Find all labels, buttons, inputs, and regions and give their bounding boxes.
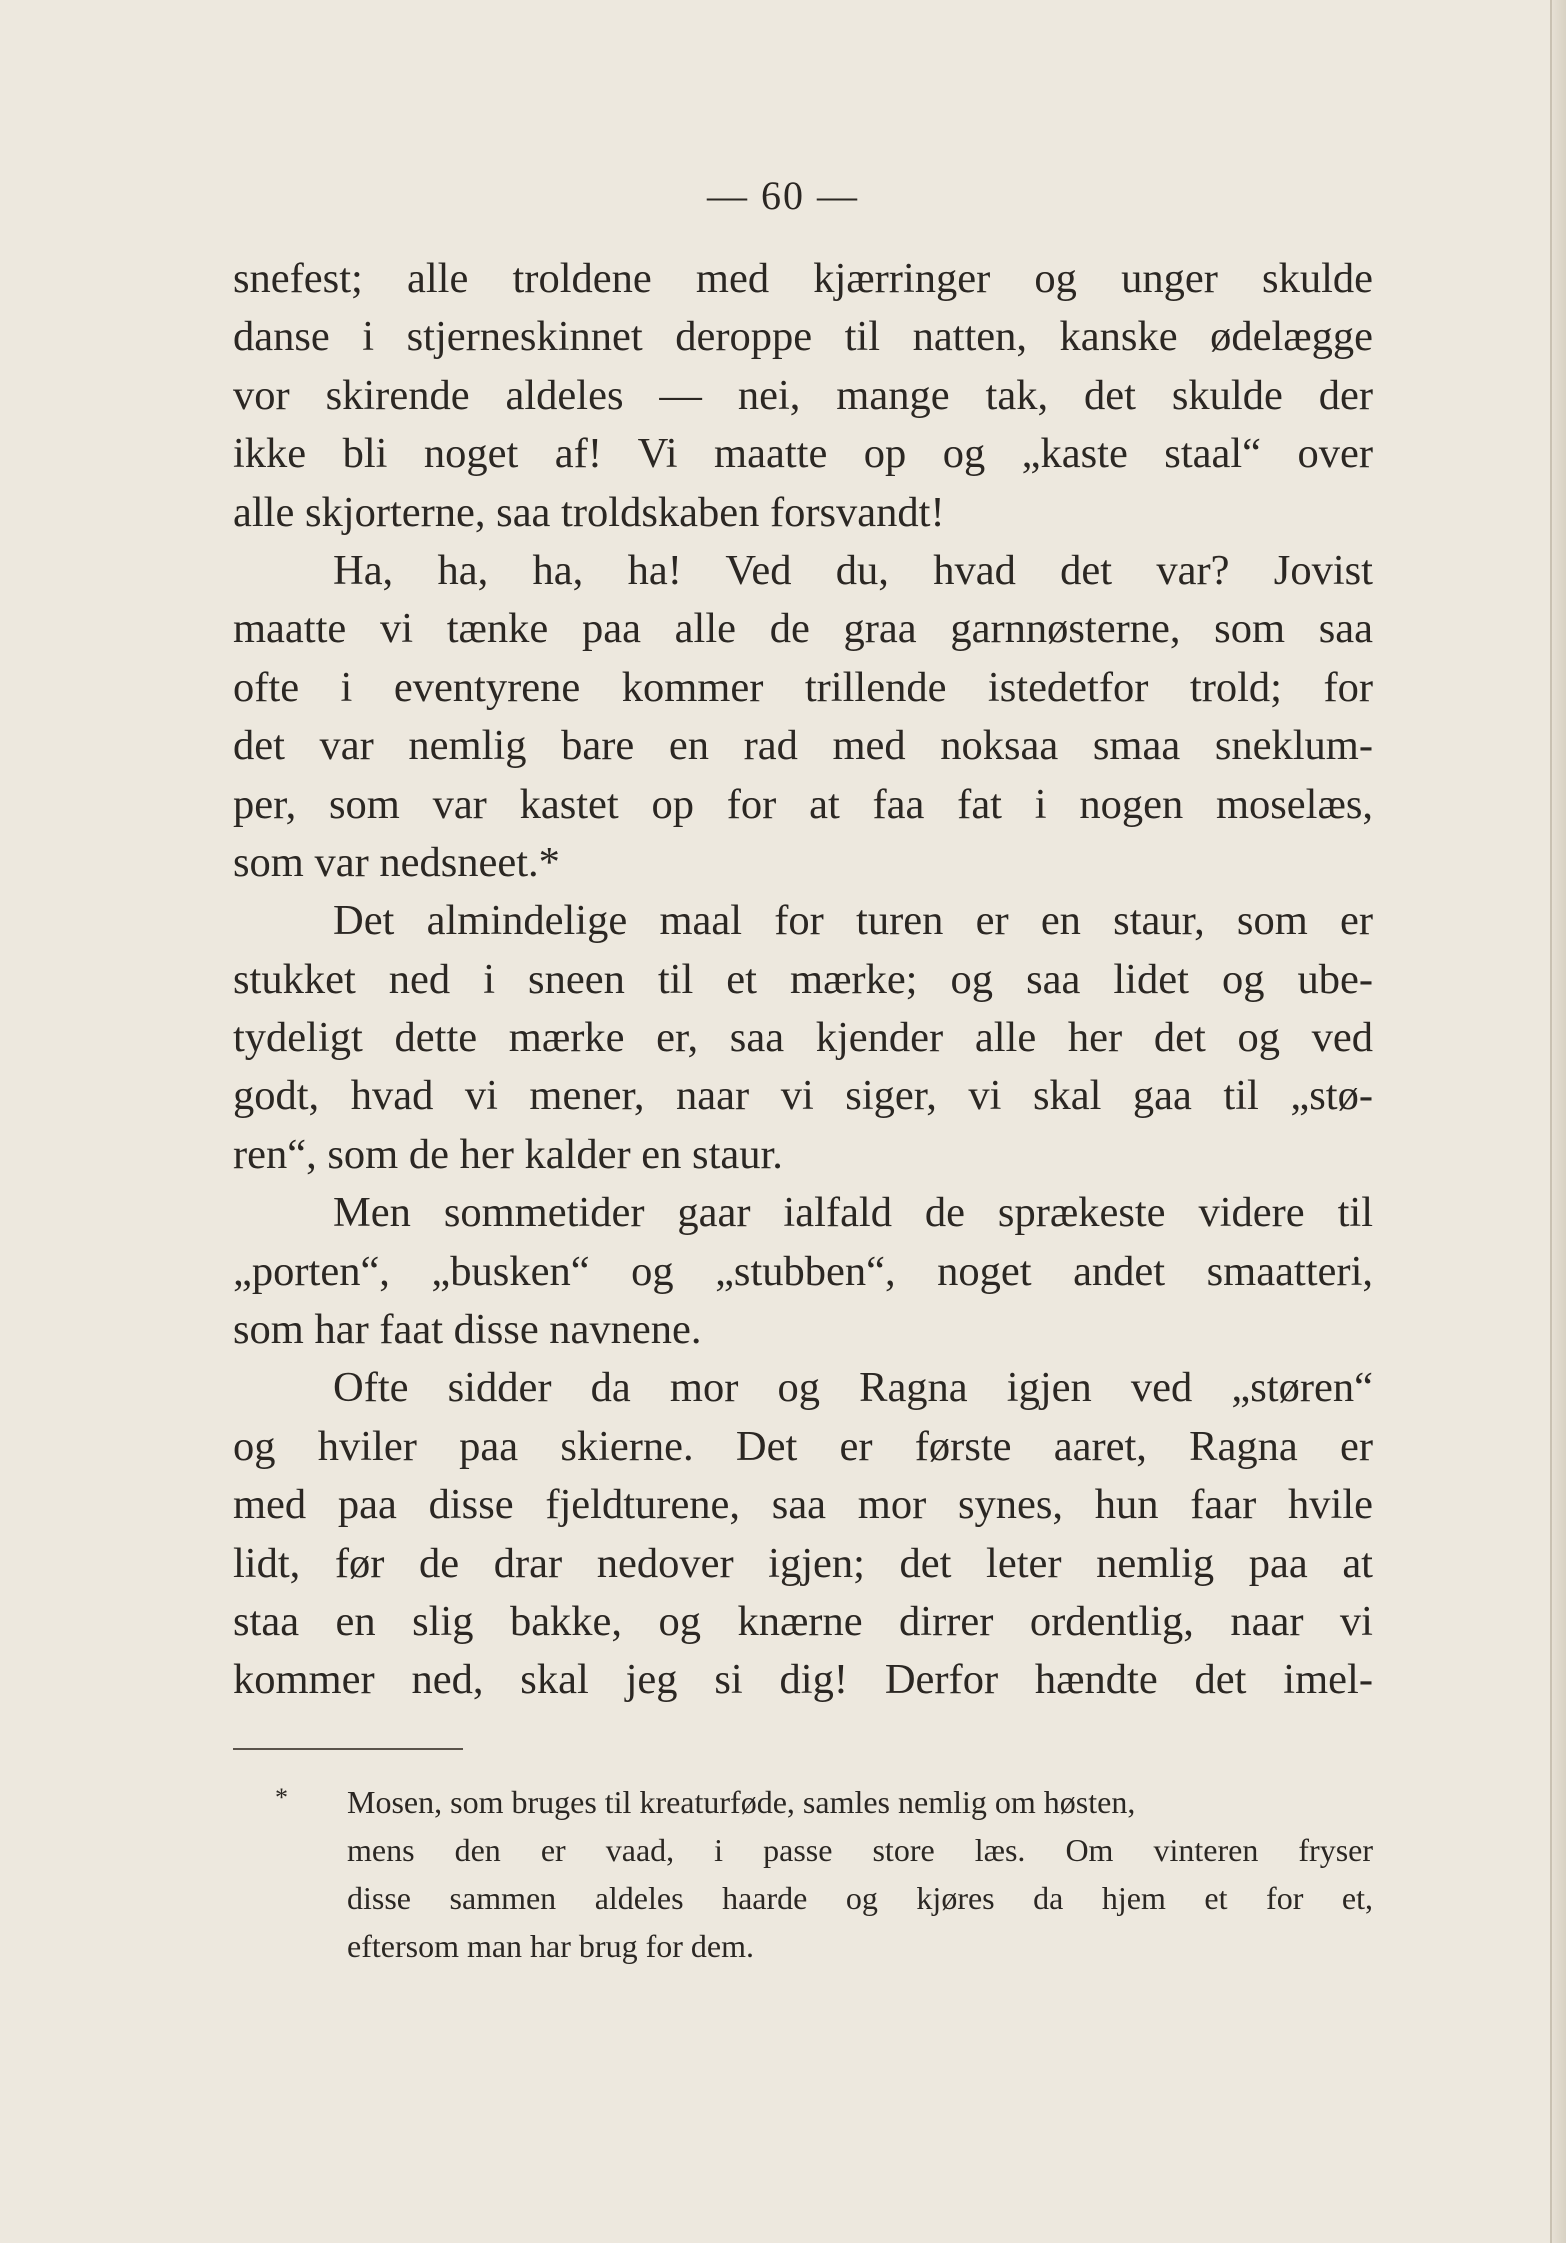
- text-line: vor skirende aldeles — nei, mange tak, det skulde der: [233, 371, 1373, 419]
- text-line: per, som var kastet op for at faa fat i nogen moselæs,: [233, 780, 1373, 828]
- text-line: som har faat disse navnene.: [233, 1306, 702, 1354]
- footnote-line: [233, 1778, 1373, 1826]
- text-line: som var nedsneet.*: [233, 838, 560, 886]
- footnote-line: eftersom man har brug for dem.: [347, 1928, 754, 1964]
- footnote-line: mens den er vaad, i passe store læs. Om vinteren fryser: [347, 1832, 1373, 1868]
- text-line: godt, hvad vi mener, naar vi siger, vi skal gaa til „stø-: [233, 1072, 1373, 1120]
- text-line: maatte vi tænke paa alle de graa garnnøsterne, som saa: [233, 605, 1373, 653]
- footnote-line: disse sammen aldeles haarde og kjøres da hjem et for et,: [347, 1880, 1373, 1916]
- text-line: Det almindelige maal for turen er en staur, som er: [333, 897, 1373, 945]
- text-line: og hviler paa skierne. Det er første aaret, Ragna er: [233, 1422, 1373, 1470]
- text-line: snefest; alle troldene med kjærringer og unger skulde: [233, 255, 1373, 302]
- footnote: [233, 1778, 1373, 1970]
- page-edge: [1550, 0, 1566, 2243]
- body-text: [233, 250, 1373, 1710]
- footnote-line-text: Mosen, som bruges til kreaturføde, samles nemlig om høsten,: [347, 1784, 1136, 1820]
- text-line: alle skjorterne, saa troldskaben forsvandt!: [233, 488, 945, 536]
- page-number: — 60 —: [707, 173, 859, 218]
- text-line: med paa disse fjeldturene, saa mor synes, hun faar hvile: [233, 1481, 1373, 1529]
- text-line: kommer ned, skal jeg si dig! Derfor hændte det imel-: [233, 1656, 1373, 1704]
- text-line: det var nemlig bare en rad med noksaa smaa sneklum-: [233, 722, 1373, 770]
- text-line: Ha, ha, ha, ha! Ved du, hvad det var? Jovist: [333, 546, 1373, 594]
- text-line: Ofte sidder da mor og Ragna igjen ved „støren“: [333, 1364, 1373, 1412]
- text-line: danse i stjerneskinnet deroppe til natten, kanske ødelægge: [233, 313, 1373, 361]
- text-line: ikke bli noget af! Vi maatte op og „kaste staal“ over: [233, 430, 1373, 478]
- text-line: „porten“, „busken“ og „stubben“, noget andet smaatteri,: [233, 1247, 1373, 1295]
- text-line: ofte i eventyrene kommer trillende istedetfor trold; for: [233, 663, 1373, 711]
- text-line: lidt, før de drar nedover igjen; det leter nemlig paa at: [233, 1539, 1373, 1587]
- text-line: ren“, som de her kalder en staur.: [233, 1130, 783, 1178]
- footnote-rule: [233, 1748, 463, 1750]
- text-line: tydeligt dette mærke er, saa kjender alle her det og ved: [233, 1014, 1373, 1062]
- text-line: Men sommetider gaar ialfald de sprækeste videre til: [333, 1189, 1373, 1237]
- footnote-marker: *: [275, 1783, 288, 1812]
- text-line: stukket ned i sneen til et mærke; og saa lidet og ube-: [233, 955, 1373, 1003]
- text-line: staa en slig bakke, og knærne dirrer ordentlig, naar vi: [233, 1597, 1373, 1645]
